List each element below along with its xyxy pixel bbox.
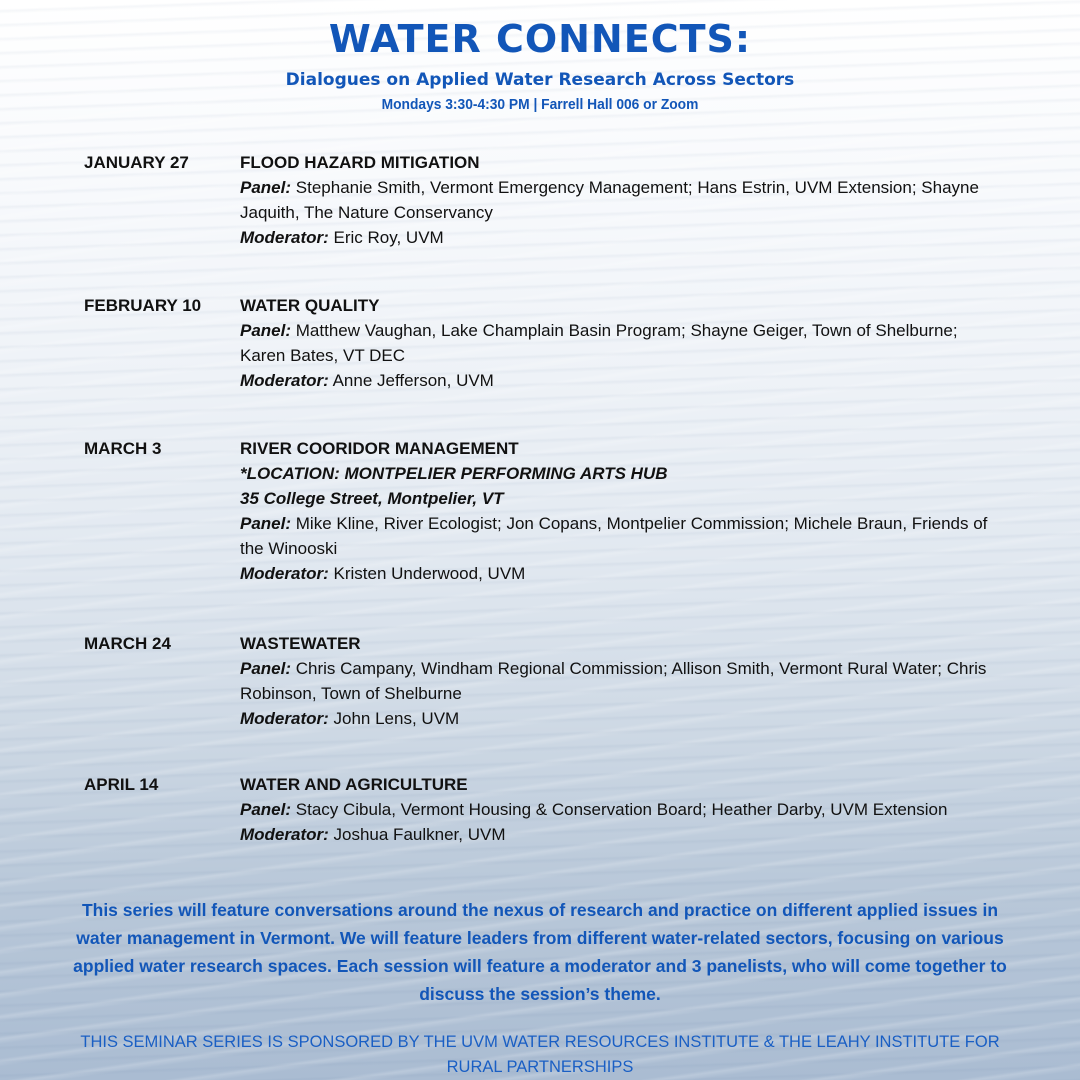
series-description: This series will feature conversations around the nexus of research and practice on different applied issues in water management in Vermont. We will feature leaders from different water-related sectors, focusing on various applied water research spaces. Each session will feature a moderator and 3 panelists, who will come together to discuss the session’s theme.	[73, 900, 1007, 1004]
panel-members: Chris Campany, Windham Regional Commission; Allison Smith, Vermont Rural Water; Chris Robinson, Town of Shelburne	[240, 659, 987, 703]
session-date: JANUARY 27	[84, 153, 189, 172]
moderator-label: Moderator:	[240, 564, 329, 583]
session-body	[240, 772, 1004, 847]
panel-members: Stacy Cibula, Vermont Housing & Conservation Board; Heather Darby, UVM Extension	[295, 800, 948, 819]
panel-label: Panel:	[240, 514, 292, 533]
session-march-24	[84, 631, 1004, 731]
moderator-label: Moderator:	[240, 825, 329, 844]
session-panel	[240, 175, 1004, 225]
page-title: WATER CONNECTS:	[328, 17, 752, 61]
session-panel	[240, 511, 1004, 561]
session-date: APRIL 14	[84, 775, 159, 794]
session-january-27	[84, 150, 1004, 250]
moderator-label: Moderator:	[240, 228, 329, 247]
session-topic: WATER QUALITY	[240, 296, 380, 315]
page-subtitle: Dialogues on Applied Water Research Across Sectors	[285, 70, 795, 90]
session-body	[240, 631, 1004, 731]
moderator-label: Moderator:	[240, 709, 329, 728]
moderator-name: Eric Roy, UVM	[333, 228, 444, 247]
moderator-name: Kristen Underwood, UVM	[333, 564, 526, 583]
session-panel	[240, 656, 1004, 706]
panel-label: Panel:	[240, 178, 292, 197]
schedule-info: Mondays 3:30-4:30 PM | Farrell Hall 006 or Zoom	[381, 96, 699, 113]
session-topic: RIVER COORIDOR MANAGEMENT	[240, 439, 519, 458]
session-moderator	[240, 225, 1004, 250]
panel-members: Mike Kline, River Ecologist; Jon Copans, Montpelier Commission; Michele Braun, Friends of the Winooski	[240, 514, 988, 558]
sponsor-note: THIS SEMINAR SERIES IS SPONSORED BY THE UVM WATER RESOURCES INSTITUTE & THE LEAHY INSTITUTE FOR RURAL PARTNERSHIPS	[80, 1033, 1000, 1076]
session-body	[240, 150, 1004, 250]
session-march-3	[84, 436, 1004, 586]
session-address: 35 College Street, Montpelier, VT	[240, 489, 504, 508]
moderator-label: Moderator:	[240, 371, 329, 390]
session-moderator	[240, 822, 1004, 847]
moderator-name: Anne Jefferson, UVM	[332, 371, 494, 390]
session-topic: WASTEWATER	[240, 634, 361, 653]
session-moderator	[240, 368, 1004, 393]
session-panel	[240, 797, 1004, 822]
panel-label: Panel:	[240, 800, 292, 819]
header	[0, 14, 1080, 116]
session-moderator	[240, 706, 1004, 731]
session-date: MARCH 24	[84, 634, 171, 653]
panel-members: Matthew Vaughan, Lake Champlain Basin Program; Shayne Geiger, Town of Shelburne; Karen Bates, VT DEC	[240, 321, 958, 365]
panel-label: Panel:	[240, 659, 292, 678]
session-body	[240, 436, 1004, 586]
session-february-10	[84, 293, 1004, 393]
session-april-14	[84, 772, 1004, 847]
session-moderator	[240, 561, 1004, 586]
panel-label: Panel:	[240, 321, 292, 340]
moderator-name: John Lens, UVM	[333, 709, 460, 728]
session-date: MARCH 3	[84, 439, 162, 458]
session-topic: FLOOD HAZARD MITIGATION	[240, 153, 480, 172]
panel-members: Stephanie Smith, Vermont Emergency Management; Hans Estrin, UVM Extension; Shayne Jaquith, The Nature Conservancy	[240, 178, 979, 222]
moderator-name: Joshua Faulkner, UVM	[333, 825, 506, 844]
session-body	[240, 293, 1004, 393]
session-date: FEBRUARY 10	[84, 296, 202, 315]
session-panel	[240, 318, 1004, 368]
session-topic: WATER AND AGRICULTURE	[240, 775, 468, 794]
session-location: *LOCATION: MONTPELIER PERFORMING ARTS HUB	[240, 464, 668, 483]
